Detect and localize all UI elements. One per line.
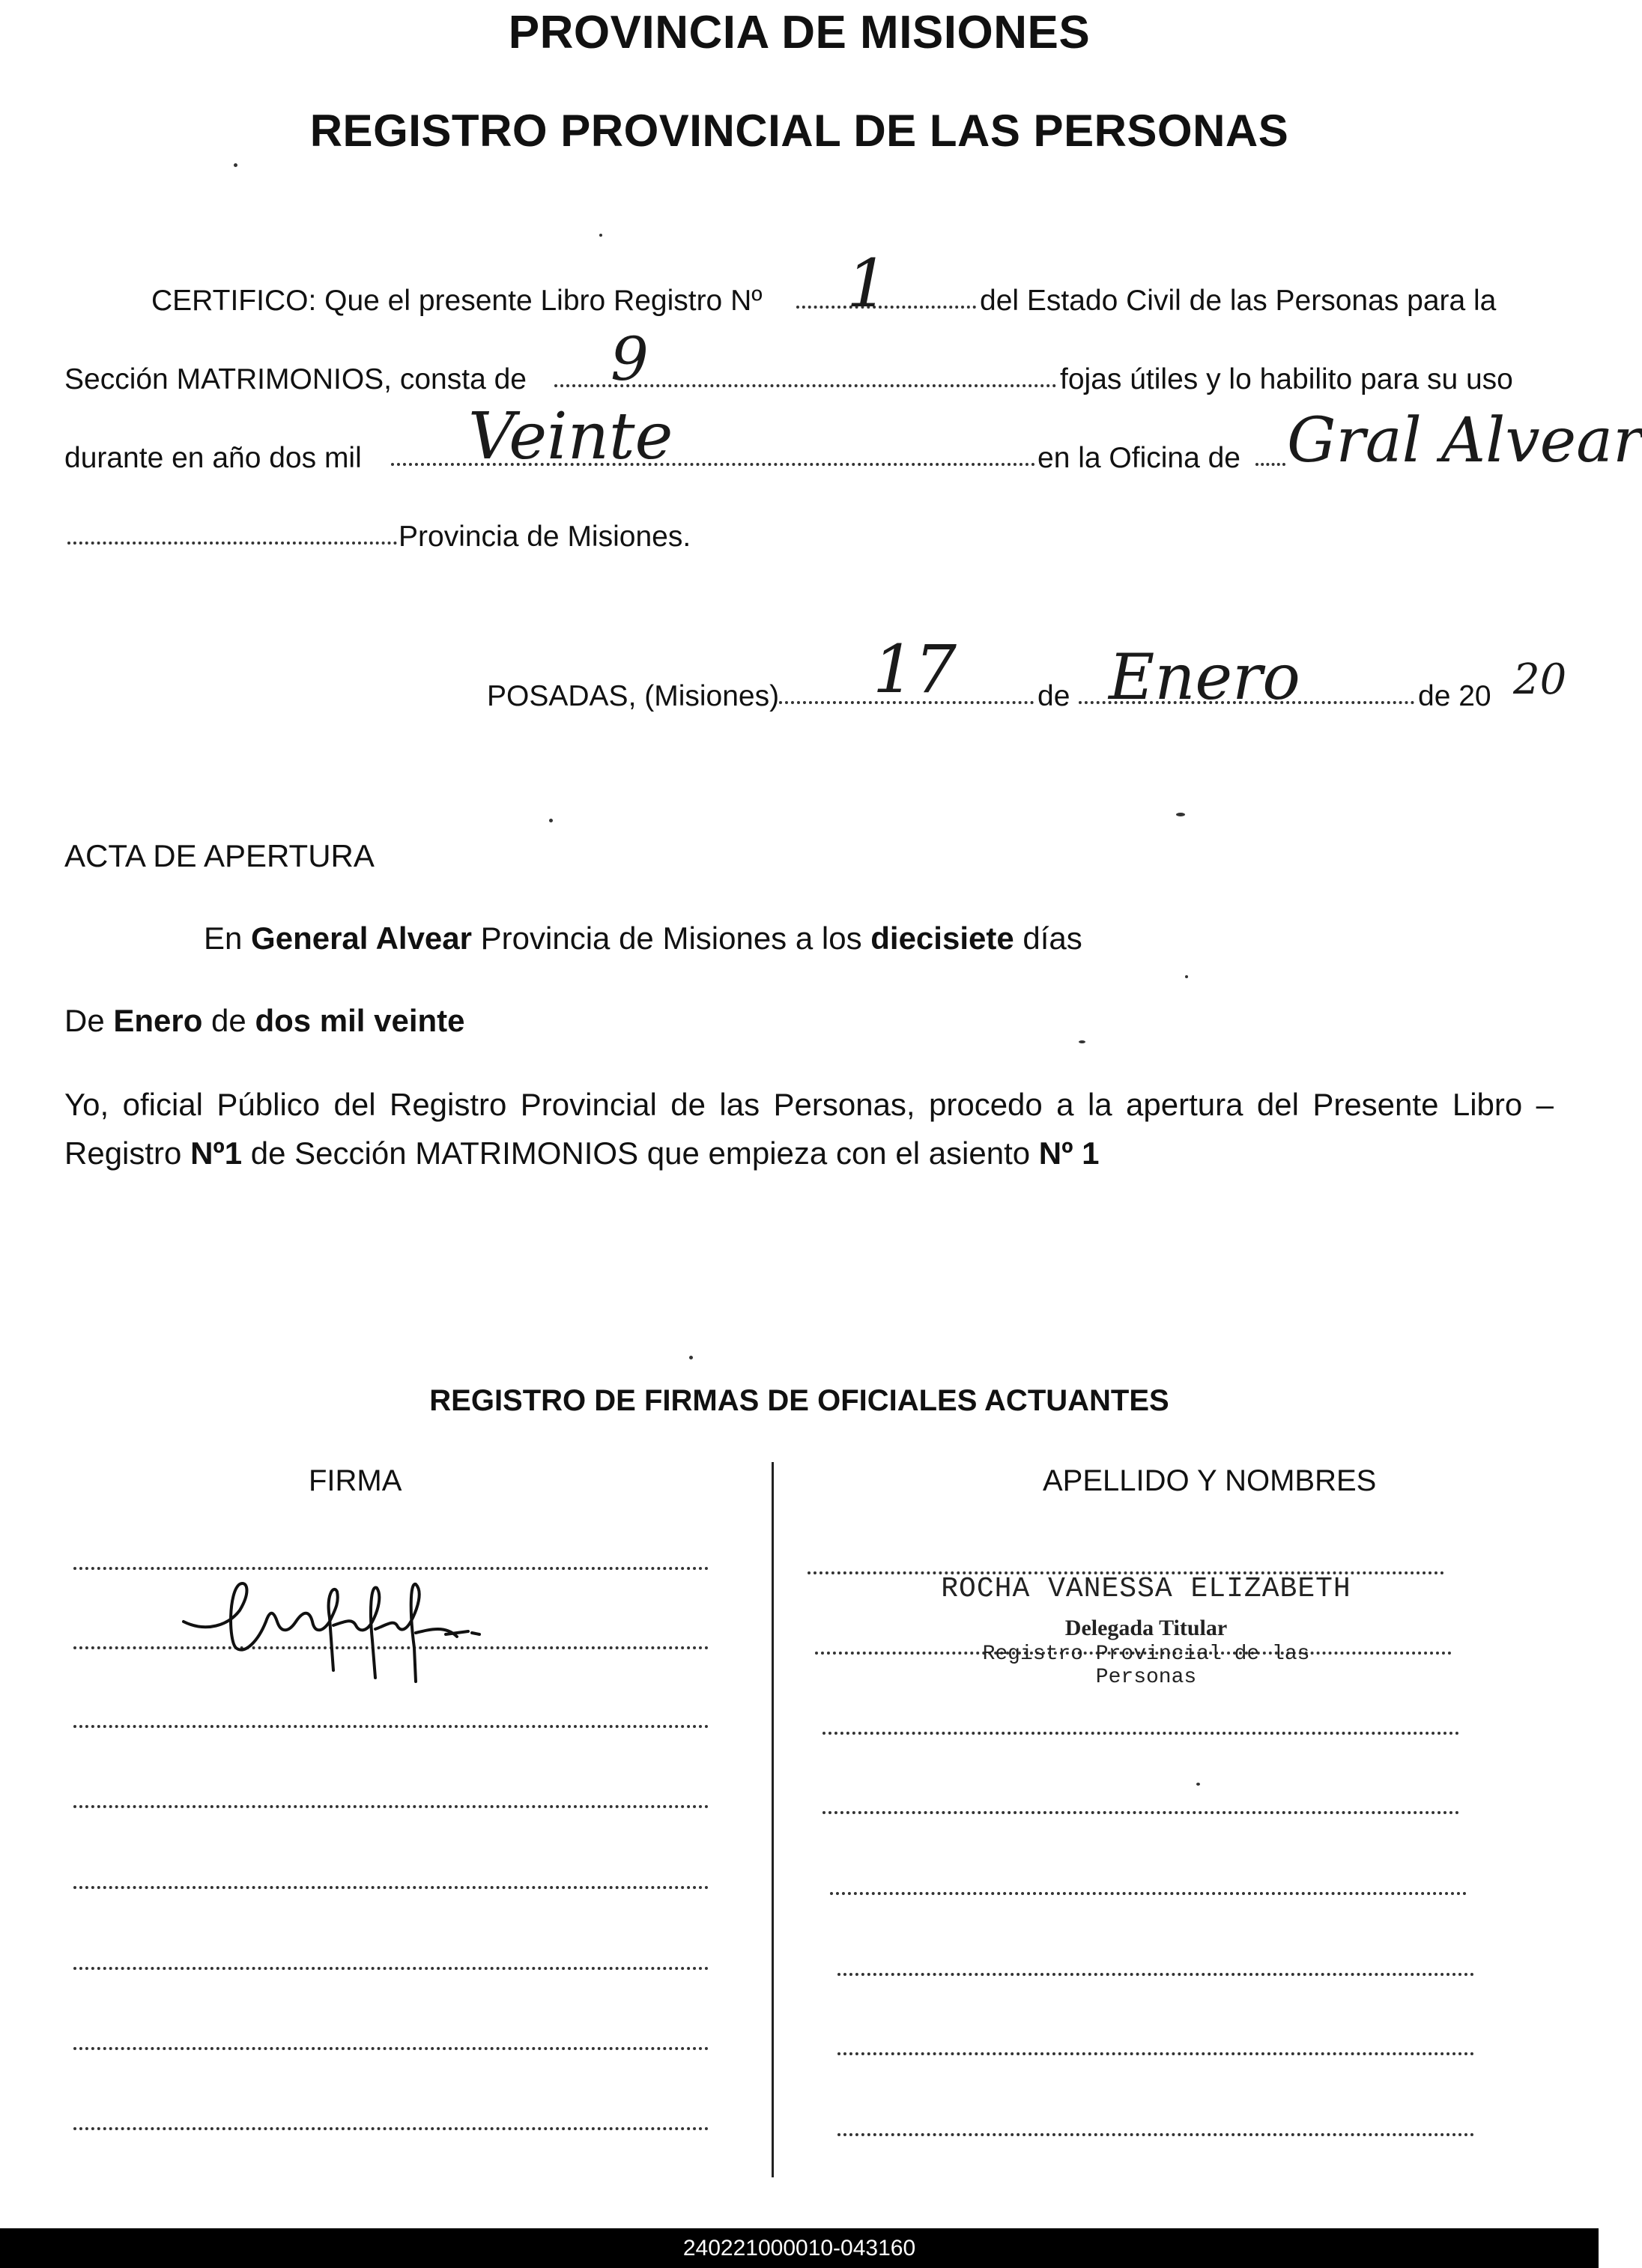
scan-speck — [689, 1356, 693, 1359]
stamp-organization: Registro Provincial de las Personas — [982, 1643, 1310, 1689]
firma-line — [73, 1967, 709, 1970]
column-header-firma: FIRMA — [309, 1464, 402, 1497]
firma-line — [73, 2127, 709, 2130]
scan-speck — [234, 163, 237, 167]
acta-heading: ACTA DE APERTURA — [64, 838, 375, 873]
barcode-footer: 240221000010-043160 — [0, 2228, 1599, 2268]
scan-speck — [1176, 813, 1185, 816]
fill-line-oficina-cont — [67, 542, 397, 545]
cert-line1-suffix: del Estado Civil de las Personas para la — [980, 285, 1497, 317]
acta-paragraph-3 — [64, 1080, 1554, 1177]
signatures-title: REGISTRO DE FIRMAS DE OFICIALES ACTUANTES — [429, 1384, 1169, 1417]
cert-line2-suffix: fojas útiles y lo habilito para su uso — [1060, 363, 1513, 395]
acta-p1-text-c: Provincia de Misiones a los — [472, 921, 871, 956]
fill-line-oficina — [1255, 463, 1285, 466]
nombre-line — [830, 1892, 1467, 1895]
date-de-1: de — [1037, 680, 1070, 712]
handwritten-anio: Veinte — [468, 399, 673, 474]
acta-paragraph-2 — [64, 996, 465, 1045]
acta-p1-text-e: días — [1014, 921, 1082, 956]
acta-p1-day: diecisiete — [870, 921, 1014, 956]
handwritten-fojas: 9 — [611, 324, 649, 394]
official-stamp — [929, 1573, 1363, 1689]
document-title: PROVINCIA DE MISIONES — [508, 7, 1091, 58]
handwritten-oficina: Gral Alvear — [1287, 405, 1642, 476]
nombre-line — [837, 2052, 1474, 2055]
column-divider — [772, 1462, 774, 2177]
acta-p1-text-a: En — [204, 921, 252, 956]
cert-line3-prefix: durante en año dos mil — [64, 442, 362, 474]
scan-speck — [1185, 975, 1188, 978]
cert-line3-suffix: en la Oficina de — [1037, 442, 1241, 474]
handwritten-signature — [176, 1550, 506, 1685]
nombre-line — [822, 1732, 1459, 1735]
scan-speck — [1196, 1783, 1200, 1786]
scan-speck — [549, 819, 553, 822]
handwritten-month: Enero — [1109, 640, 1300, 714]
acta-p2-year: dos mil veinte — [255, 1003, 465, 1038]
firma-line — [73, 2047, 709, 2050]
nombre-line — [837, 2133, 1474, 2136]
acta-p3-libro: Nº1 — [190, 1135, 243, 1171]
acta-p1-place: General Alvear — [251, 921, 472, 956]
acta-p3-text-a: Yo, oficial Público del Registro Provincial de las Personas, procedo a la apertura del Presente Libro – Registro — [64, 1087, 1554, 1171]
firma-line — [73, 1725, 709, 1728]
nombre-line — [822, 1811, 1459, 1814]
handwritten-day: 17 — [873, 631, 957, 708]
firma-line — [73, 1805, 709, 1808]
firma-line — [73, 1886, 709, 1889]
handwritten-libro-numero: 1 — [846, 245, 888, 322]
acta-p3-asiento: Nº 1 — [1038, 1135, 1100, 1171]
stamp-role: Delegada Titular — [1064, 1616, 1228, 1640]
cert-line1-prefix: CERTIFICO: Que el presente Libro Registro Nº — [151, 285, 763, 317]
acta-p3-text-c: de Sección MATRIMONIOS que empieza con el asiento — [242, 1135, 1039, 1171]
acta-p2-text-a: De — [64, 1003, 114, 1038]
acta-p2-text-c: de — [202, 1003, 255, 1038]
column-header-nombres: APELLIDO Y NOMBRES — [1043, 1464, 1377, 1497]
acta-p2-month: Enero — [113, 1003, 203, 1038]
acta-paragraph-1 — [204, 914, 1082, 962]
cert-line4-suffix: Provincia de Misiones. — [399, 521, 691, 553]
cert-line2-prefix: Sección MATRIMONIOS, consta de — [64, 363, 527, 395]
date-place: POSADAS, (Misiones) — [487, 680, 780, 712]
date-de-2: de 20 — [1418, 680, 1491, 712]
stamp-name: ROCHA VANESSA ELIZABETH — [941, 1573, 1351, 1605]
scan-speck — [599, 234, 602, 237]
document-subtitle: REGISTRO PROVINCIAL DE LAS PERSONAS — [309, 106, 1289, 156]
scan-speck — [1079, 1040, 1085, 1043]
nombre-line — [837, 1973, 1474, 1976]
handwritten-year: 20 — [1513, 655, 1567, 704]
